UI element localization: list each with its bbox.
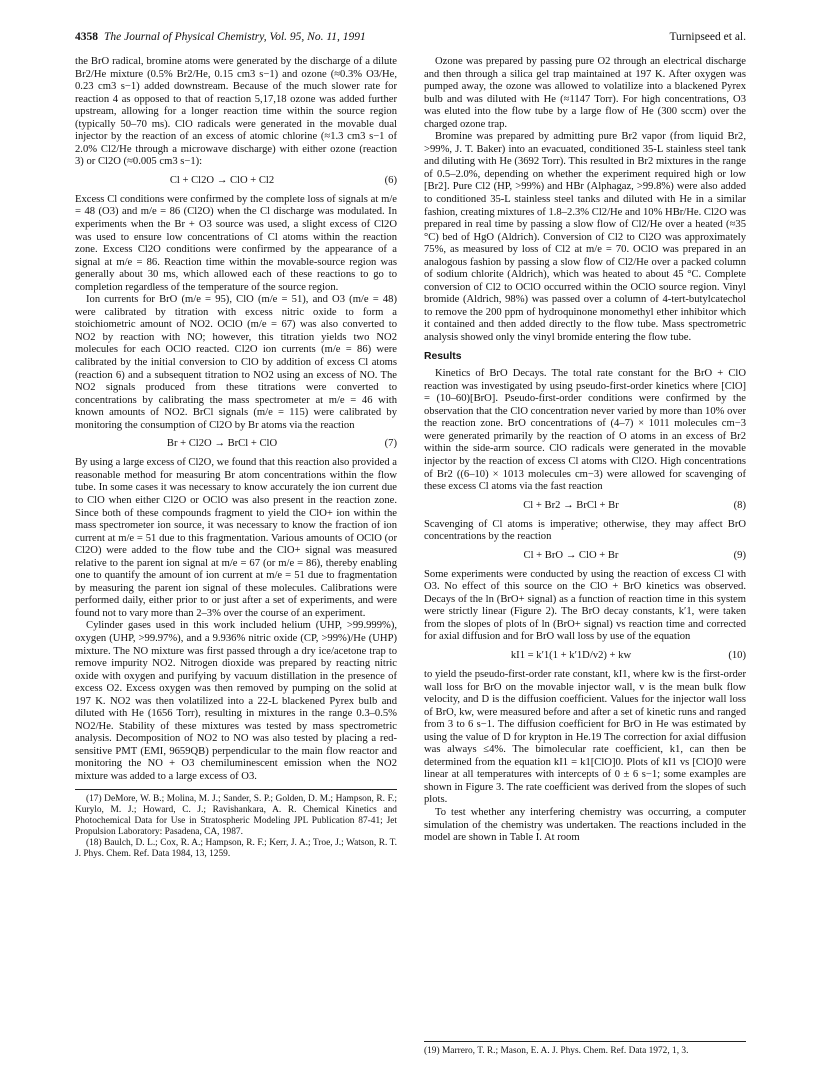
- paragraph: Ozone was prepared by passing pure O2 through an electrical discharge and then through a silica gel trap maintained at 197 K. After oxygen was pumped away, the ozone was allowed to volatilize into a blackened Pyrex bulb and was diluted with He (≈1147 Torr). For high concentrations, O3 was eluted into the flow tube by a large flow of He (300 sccm) over the charged ozone trap.: [424, 56, 746, 130]
- footnote-18: (18) Baulch, D. L.; Cox, R. A.; Hampson, R. F.; Kerr, J. A.; Troe, J.; Watson, R. T. J. Phys. Chem. Ref. Data 1984, 13, 1259.: [75, 837, 397, 859]
- equation-7: [75, 434, 397, 455]
- right-column: [424, 56, 746, 845]
- journal-citation: The Journal of Physical Chemistry, Vol. 95, No. 11, 1991: [104, 31, 366, 43]
- equation-10: [424, 646, 746, 667]
- running-authors: Turnipseed et al.: [669, 31, 746, 43]
- equation-8: [424, 496, 746, 517]
- equation-number: (9): [733, 549, 746, 561]
- paragraph: the BrO radical, bromine atoms were generated by the discharge of a dilute Br2/He mixture (0.5% Br2/He, 0.15 cm3 s−1) and ozone (≈0.3% O3/He, 0.23 cm3 s−1) added downstream. Because of the much slower rate for reaction 4 as opposed to that of reaction 5,17,18 ozone was added further upstream, allowing for a longer reaction time within the source region (typically 50–70 ms). ClO radicals were generated in the movable dual injector by the reaction of an excess of atomic chlorine (≈1.3 cm3 s−1 of 2.0% Cl2/He through a microwave discharge) with either ozone (reaction 3) or Cl2O (≈0.005 cm3 s−1):: [75, 56, 397, 168]
- equation-number: (6): [384, 174, 397, 186]
- footnote-17: (17) DeMore, W. B.; Molina, M. J.; Sander, S. P.; Golden, D. M.; Hampson, R. F.; Kurylo, M. J.; Howard, C. J.; Ravishankara, A. R. Chemical Kinetics and Photochemical Data for Use in Stratospheric Modeling JPL Publication 87-41; Jet Propulsion Laboratory: Pasadena, CA, 1987.: [75, 793, 397, 837]
- left-column: [75, 56, 397, 860]
- page-header: [75, 31, 746, 47]
- equation-formula: Cl + Cl2O → ClO + Cl2: [169, 174, 275, 186]
- equation-9: [424, 546, 746, 567]
- page-number: 4358: [75, 31, 98, 43]
- running-head: [75, 31, 366, 43]
- section-heading-results: Results: [424, 350, 462, 362]
- equation-6: [75, 171, 397, 192]
- equation-number: (10): [728, 649, 746, 661]
- equation-formula: Cl + BrO → ClO + Br: [523, 549, 619, 561]
- paragraph: Ion currents for BrO (m/e = 95), ClO (m/e = 51), and O3 (m/e = 48) were calibrated by titration with excess nitric oxide to form a stoichiometric amount of NO2. OClO (m/e = 67) was also converted to NO2 by reaction with NO; however, this titration yields two NO2 molecules for each OClO reacted. Cl2O ion currents (m/e = 86) were calibrated by the initial conversion to ClO by addition of excess Cl atoms (reaction 6) and a subsequent titration to NO2 using an excess of NO. The NO2 signals produced from these titrations were converted to concentrations by calibrating the mass spectrometer at m/e = 46 with known amounts of NO2. BrCl signals (m/e = 115) were calibrated by monitoring the consumption of Cl2O by Br atoms via the reaction: [75, 294, 397, 431]
- footnote-19: [424, 1036, 746, 1057]
- paragraph: Bromine was prepared by admitting pure Br2 vapor (from liquid Br2, >99%, J. T. Baker) into an evacuated, conditioned 35-L stainless steel tank and diluting with He (3692 Torr). This resulted in Br2 mixtures in the range of 0.5–2.0%, depending on whether the experiment required high or low [Br2]. Pure Cl2 (HP, >99%) and HBr (Alphagaz, >99.8%) were also added to conditioned 35-L stainless steel tanks and diluted with He in a similar fashion, creating mixtures of 1.8–2.3% Cl2/He and 10% HBr/He. Cl2O was prepared in real time by passing a slow flow of Cl2/He over a heated (≈35 °C) bed of HgO (Aldrich). Conversion of Cl2 to Cl2O was approximately 75%, as measured by loss of Cl2 at m/e = 70. OClO was prepared in an analogous fashion by passing a slow flow of Cl2/He over a packed column of sodium chlorite (Aldrich), which was heated to about 45 °C. Complete conversion of Cl2 to OClO occurred within the OClO source region. Vinyl bromide (Aldrich, 98%) was passed over a column of 4-tert-butylcatechol to remove the 200 ppm of hydroquinone monomethyl ether inhibitor which it contained and then added directly to the flow tube. Mass spectrometric analysis showed only the vinyl bromide entering the flow tube.: [424, 131, 746, 344]
- paragraph: By using a large excess of Cl2O, we found that this reaction also provided a reasonable method for measuring Br atom concentrations within the flow tube. In some cases it was necessary to know accurately the ion current due to ClO when either Cl2O or OClO was also present in the reaction zone. Since both of these compounds fragment to yield the ClO+ ion within the mass spectrometer ion source, it was necessary to know the fraction of ion current at m/e = 51 due to this fragmentation. Various amounts of OClO (or Cl2O) were added to the flow tube and the ClO+ signal was measured relative to the parent ion signal at m/e = 67 (or m/e = 86), thereby enabling one to quantify the amount of ion current at m/e = 51 due to fragmentation by measuring the parent ion signal of these molecules. Calibrations were performed daily, either prior to or just after a set of experiments, and were found not to vary more than 2–3% over the course of an experiment.: [75, 457, 397, 619]
- footnote-text: (19) Marrero, T. R.; Mason, E. A. J. Phys. Chem. Ref. Data 1972, 1, 3.: [424, 1046, 689, 1056]
- footnote-divider: [75, 789, 397, 790]
- equation-formula: kI1 = k′1(1 + k′1D/v2) + kw: [510, 649, 632, 661]
- footnote-divider: [424, 1041, 746, 1042]
- paragraph: To test whether any interfering chemistry was occurring, a computer simulation of the chemistry was undertaken. The reactions included in the model are shown in Table I. At room: [424, 806, 746, 844]
- equation-formula: Br + Cl2O → BrCl + ClO: [166, 438, 278, 450]
- paragraph: Scavenging of Cl atoms is imperative; otherwise, they may affect BrO concentrations by the reaction: [424, 518, 746, 543]
- paragraph: Some experiments were conducted by using the reaction of excess Cl with O3. No effect of this source on the ClO + BrO kinetics was observed. Decays of the ln (BrO+ signal) as a function of reaction time in this system were strictly linear (Figure 2). The BrO decay constants, k′1, were taken from the slopes of plots of ln (BrO+ signal) vs reaction time and corrected for axial diffusion and for BrO wall loss by use of the equation: [424, 568, 746, 643]
- equation-number: (8): [733, 499, 746, 511]
- paragraph: Excess Cl conditions were confirmed by the complete loss of signals at m/e = 48 (O3) and m/e = 86 (Cl2O) when the Cl discharge was modulated. In experiments when the Br + O3 source was used, a slight excess of Cl2O was used to ensure low concentrations of Cl atoms within the reaction zone. Excess Cl2O conditions were confirmed by the appearance of a signal at m/e = 86. Reaction time within the movable-source region was generally about 30 ms, which allowed each of these reactions to go to completion regardless of the temperature of the source region.: [75, 193, 397, 293]
- equation-formula: Cl + Br2 → BrCl + Br: [523, 499, 619, 511]
- equation-number: (7): [384, 438, 397, 450]
- paragraph: Cylinder gases used in this work included helium (UHP, >99.999%), oxygen (UHP, >99.97%), and a 9.936% nitric oxide (CP, >99%)/He (UHP) mixture. The NO mixture was first passed through a dry ice/acetone trap to remove impurity NO2. Nitrogen dioxide was prepared by reacting nitric oxide with oxygen and purifying by vacuum distillation in the presence of excess O2. Excess oxygen was then removed by pumping on the solid at 197 K. NO2 was then volatilized into a 22-L blackened Pyrex bulb and diluted with He (1656 Torr), resulting in mixtures in the range 0.3–0.5% NO2/He. Stability of these mixtures was tested by mass spectrometric analysis. Decomposition of NO2 to NO was also tested by placing a red-sensitive PMT (EMI, 9659QB) perpendicular to the main flow reactor and monitoring the NO + O3 chemiluminescent emission when the NO2 mixture was added to a large excess of O3.: [75, 620, 397, 782]
- paragraph: Kinetics of BrO Decays. The total rate constant for the BrO + ClO reaction was investigated by using pseudo-first-order kinetics where [ClO] = (10–60)[BrO]. Pseudo-first-order conditions were confirmed by the observation that the ClO concentration never varied by more than 10% over the reaction zone. BrO concentrations of (4–7) × 1011 molecules cm−3 were generated primarily by the reaction of O atoms in an excess of Br2 within the side-arm source. ClO radicals were generated in the movable injector by the reaction of excess Cl atoms with Cl2O. High concentrations of Br2 ((6–10) × 1013 molecules cm−3) were allowed for scavenging of these excess Cl atoms via the fast reaction: [424, 368, 746, 493]
- paragraph: to yield the pseudo-first-order rate constant, kI1, where kw is the first-order wall loss for BrO on the movable injector wall, v is the mean bulk flow velocity, and D is the diffusion coefficient. Values for the injector wall loss of BrO, kw, were measured before and after a set of kinetic runs and ranged from 3 to 6 s−1. The diffusion coefficient for BrO in He was estimated by using the value of D for krypton in He.19 The correction for axial diffusion was always ≤4%. The bimolecular rate coefficient, k1, can then be determined from the equation kI1 = k1[ClO]0. Plots of kI1 vs [ClO]0 were linear at all temperatures with intercepts of 0 ± 6 s−1; some examples are shown in Figure 3. The rate coefficient was derived from the slopes of such plots.: [424, 668, 746, 806]
